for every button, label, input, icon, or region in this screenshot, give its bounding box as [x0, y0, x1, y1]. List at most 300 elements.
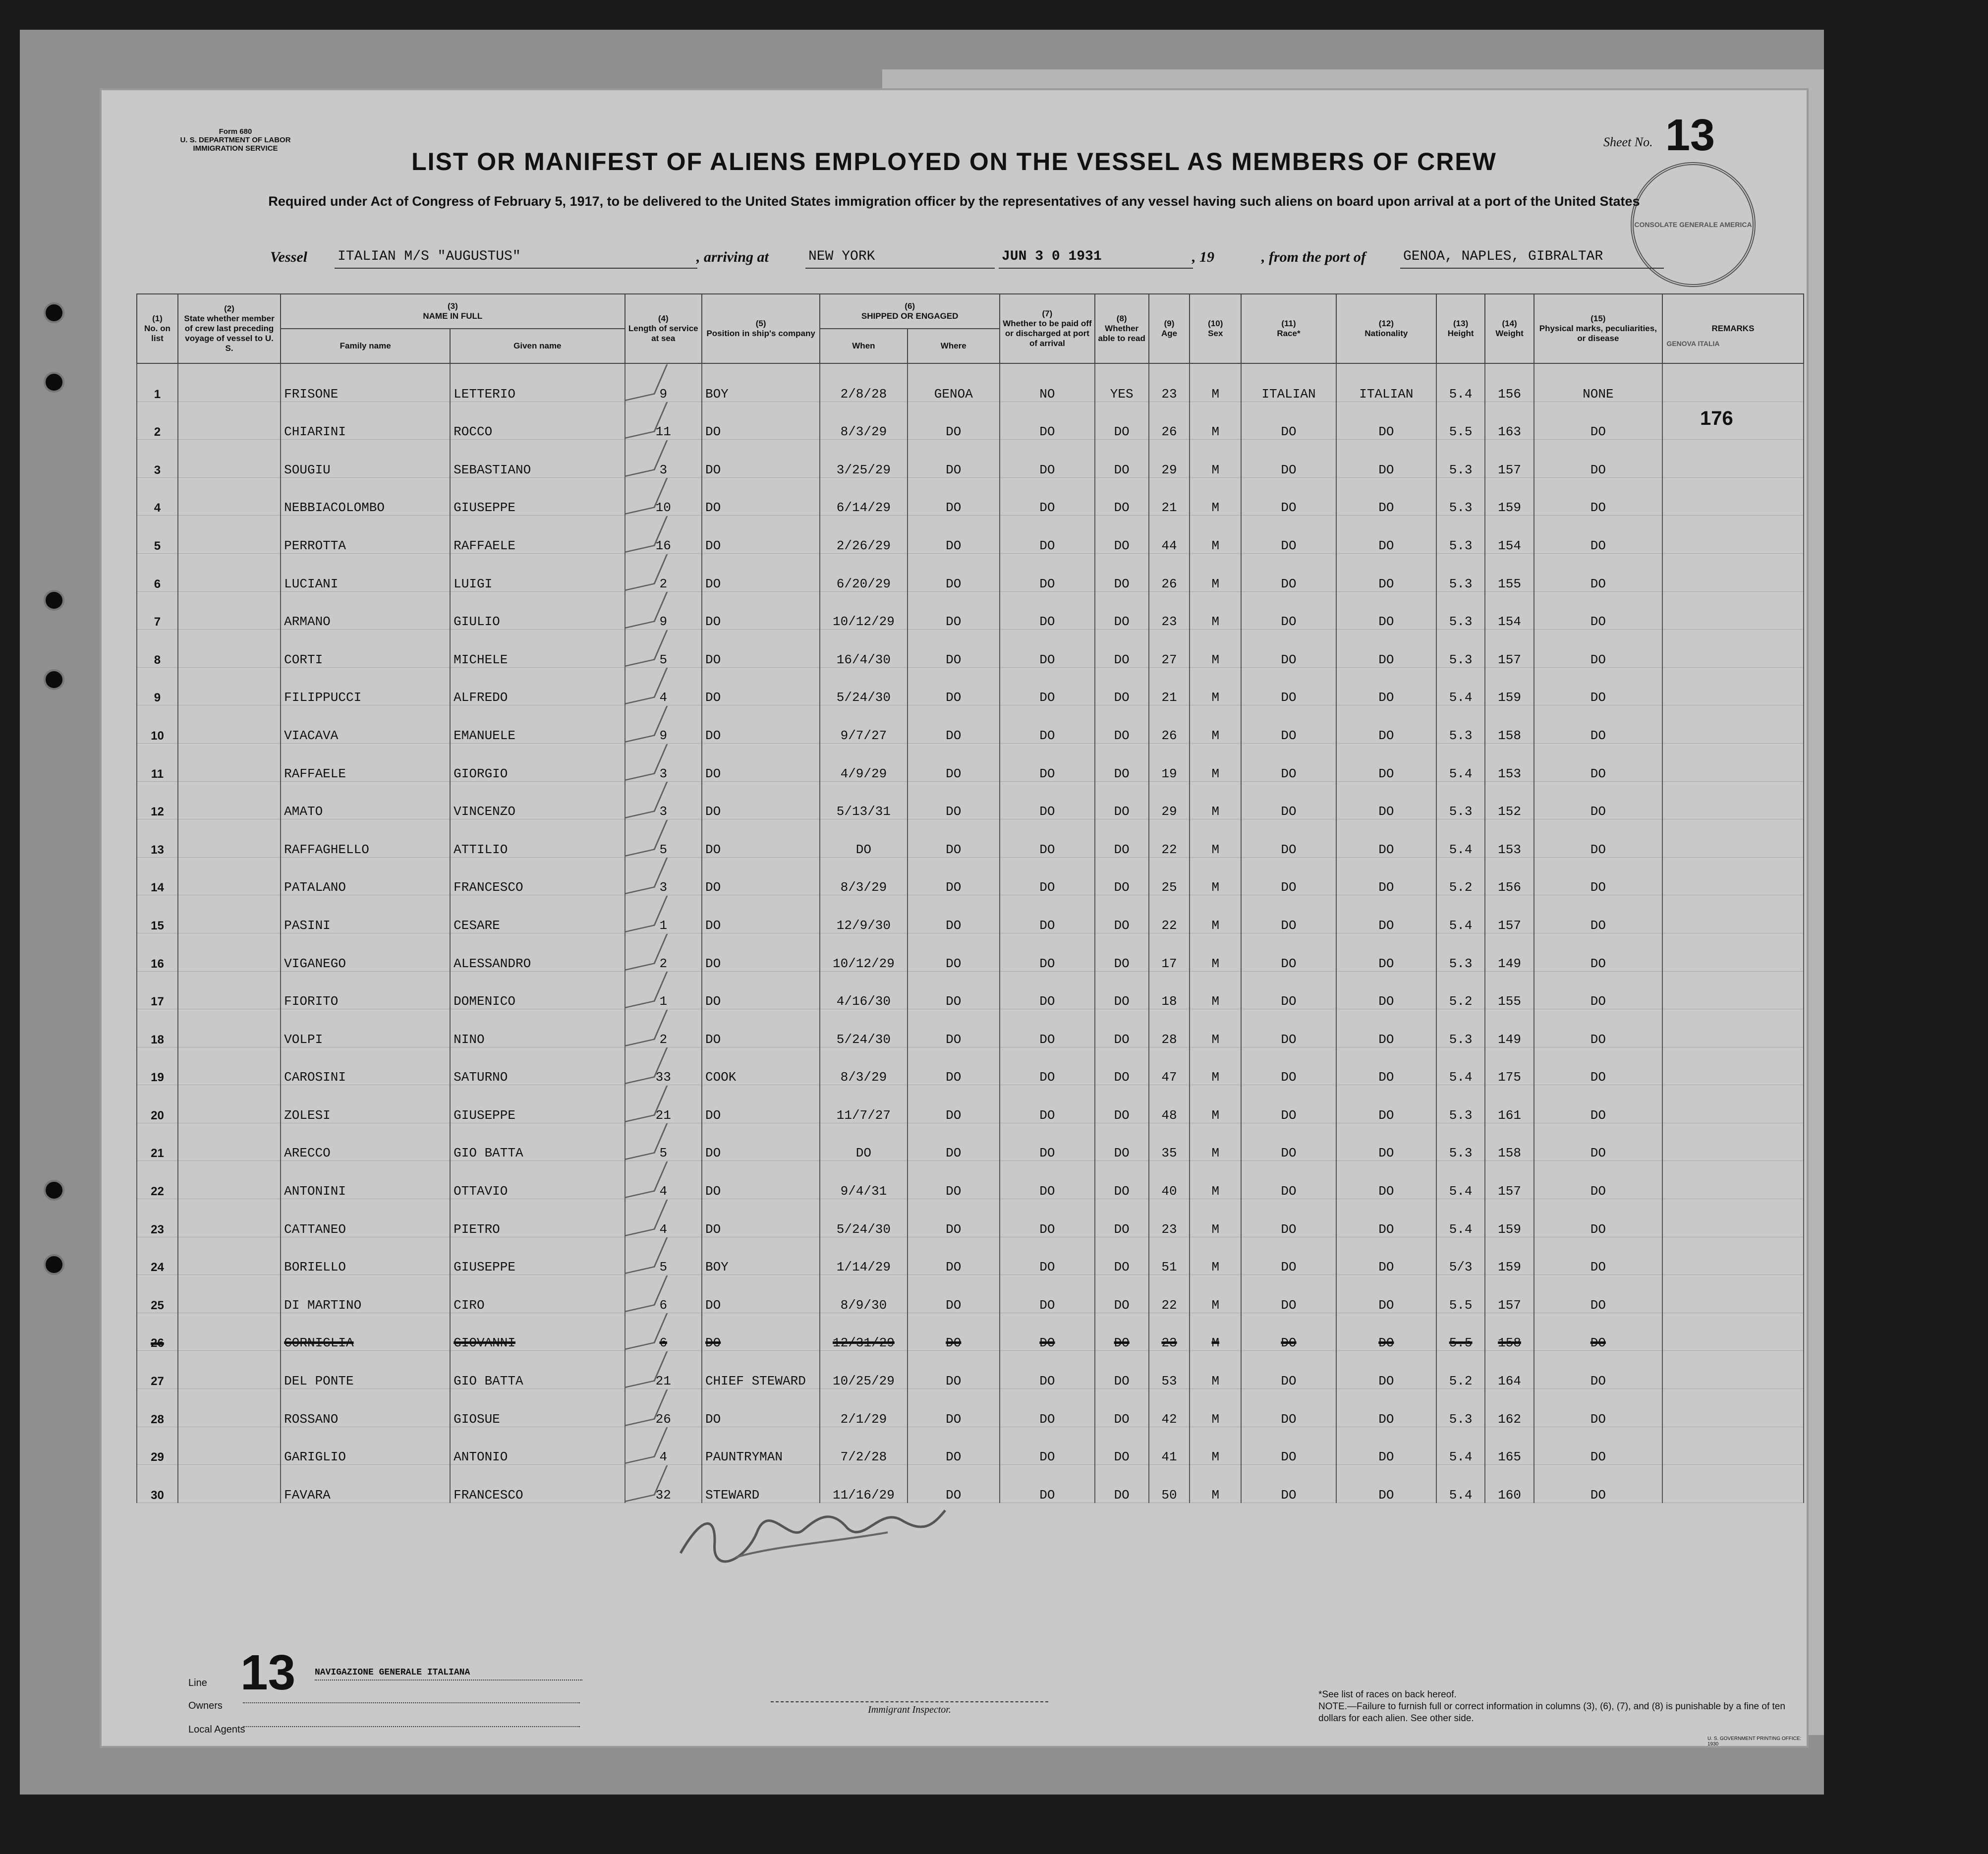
row-number: 23: [137, 1199, 178, 1237]
service-value: 3: [659, 462, 668, 477]
family-name: PATALANO: [281, 857, 450, 895]
age: 35: [1149, 1123, 1190, 1161]
remarks-cell: [1662, 1275, 1804, 1313]
table-row: [137, 933, 1804, 971]
shipped-where: DO: [908, 1047, 1000, 1085]
able-to-read: DO: [1095, 1275, 1149, 1313]
service-value: 9: [659, 614, 668, 630]
race: DO: [1241, 440, 1336, 478]
position: DO: [702, 440, 820, 478]
nationality: DO: [1336, 1047, 1436, 1085]
position: DO: [702, 1123, 820, 1161]
service-value: 1: [659, 994, 668, 1009]
age: 22: [1149, 1275, 1190, 1313]
able-to-read: DO: [1095, 591, 1149, 630]
departure-ports: GENOA, NAPLES, GIBRALTAR: [1400, 249, 1664, 269]
sex: M: [1190, 553, 1241, 591]
nationality: DO: [1336, 743, 1436, 781]
last-voyage-cell: [178, 895, 281, 933]
nationality: DO: [1336, 477, 1436, 516]
nationality: DO: [1336, 516, 1436, 554]
remarks-cell: [1662, 1123, 1804, 1161]
sex: M: [1190, 1123, 1241, 1161]
service-value: 4: [659, 690, 668, 705]
service-length: [625, 1199, 702, 1237]
last-voyage-cell: [178, 1313, 281, 1351]
row-number: 10: [137, 705, 178, 744]
paid-off: DO: [1000, 1351, 1095, 1389]
race: DO: [1241, 1465, 1336, 1503]
age: 17: [1149, 933, 1190, 971]
binder-hole: [44, 590, 64, 611]
row-number: 6: [137, 553, 178, 591]
weight: 157: [1485, 1275, 1534, 1313]
service-length: [625, 1313, 702, 1351]
last-voyage-cell: [178, 743, 281, 781]
service-length: [625, 1465, 702, 1503]
physical-marks: DO: [1534, 819, 1662, 858]
footer-sheet-number: 13: [240, 1645, 296, 1700]
sex: M: [1190, 971, 1241, 1009]
given-name: FRANCESCO: [450, 857, 625, 895]
sex: M: [1190, 1465, 1241, 1503]
shipped-where: DO: [908, 440, 1000, 478]
table-row: [137, 363, 1804, 402]
paid-off: DO: [1000, 743, 1095, 781]
able-to-read: DO: [1095, 477, 1149, 516]
able-to-read: DO: [1095, 1389, 1149, 1427]
height: 5.3: [1436, 781, 1485, 819]
service-value: 4: [659, 1449, 668, 1465]
given-name: NINO: [450, 1009, 625, 1047]
nationality: ITALIAN: [1336, 363, 1436, 402]
family-name: NEBBIACOLOMBO: [281, 477, 450, 516]
family-name: CATTANEO: [281, 1199, 450, 1237]
crew-rows: [137, 363, 1804, 1503]
row-number: 1: [137, 363, 178, 402]
able-to-read: DO: [1095, 1237, 1149, 1275]
row-number: 29: [137, 1427, 178, 1465]
service-value: 10: [655, 500, 671, 516]
race: DO: [1241, 630, 1336, 668]
sex: M: [1190, 857, 1241, 895]
family-name: FIORITO: [281, 971, 450, 1009]
sex: M: [1190, 630, 1241, 668]
weight: 155: [1485, 971, 1534, 1009]
height: 5.3: [1436, 933, 1485, 971]
nationality: DO: [1336, 1313, 1436, 1351]
last-voyage-cell: [178, 933, 281, 971]
weight: 153: [1485, 819, 1534, 858]
physical-marks: DO: [1534, 516, 1662, 554]
able-to-read: DO: [1095, 857, 1149, 895]
race: DO: [1241, 1389, 1336, 1427]
nationality: DO: [1336, 440, 1436, 478]
paid-off: DO: [1000, 477, 1095, 516]
weight: 161: [1485, 1085, 1534, 1123]
able-to-read: DO: [1095, 1351, 1149, 1389]
given-name: GIORGIO: [450, 743, 625, 781]
weight: 157: [1485, 440, 1534, 478]
family-name: AMATO: [281, 781, 450, 819]
position: DO: [702, 477, 820, 516]
row-number: 15: [137, 895, 178, 933]
col-header-remarks: REMARKS: [1662, 294, 1804, 363]
race: DO: [1241, 1313, 1336, 1351]
height: 5.4: [1436, 743, 1485, 781]
weight: 156: [1485, 363, 1534, 402]
family-name: CHIARINI: [281, 402, 450, 440]
able-to-read: DO: [1095, 1047, 1149, 1085]
col-header-nationality: (12) Nationality: [1336, 294, 1436, 363]
remarks-cell: [1662, 1351, 1804, 1389]
shipped-where: DO: [908, 781, 1000, 819]
races-note: *See list of races on back hereof.: [1318, 1689, 1457, 1700]
height: 5.3: [1436, 440, 1485, 478]
physical-marks: DO: [1534, 857, 1662, 895]
age: 22: [1149, 819, 1190, 858]
service-value: 3: [659, 766, 668, 781]
given-name: LETTERIO: [450, 363, 625, 402]
paid-off: DO: [1000, 705, 1095, 744]
binder-hole: [44, 372, 64, 393]
race: DO: [1241, 743, 1336, 781]
table-row: [137, 402, 1804, 440]
remarks-cell: [1662, 1313, 1804, 1351]
table-row: [137, 1237, 1804, 1275]
height: 5.3: [1436, 553, 1485, 591]
able-to-read: DO: [1095, 705, 1149, 744]
paid-off: DO: [1000, 553, 1095, 591]
family-name: FILIPPUCCI: [281, 667, 450, 705]
shipped-where: DO: [908, 1389, 1000, 1427]
sex: M: [1190, 743, 1241, 781]
race: DO: [1241, 933, 1336, 971]
height: 5.4: [1436, 1465, 1485, 1503]
given-name: ALFREDO: [450, 667, 625, 705]
remarks-cell: [1662, 743, 1804, 781]
physical-marks: DO: [1534, 895, 1662, 933]
height: 5.4: [1436, 1047, 1485, 1085]
position: PAUNTRYMAN: [702, 1427, 820, 1465]
physical-marks: DO: [1534, 1237, 1662, 1275]
given-name: ANTONIO: [450, 1427, 625, 1465]
table-row: [137, 553, 1804, 591]
age: 29: [1149, 440, 1190, 478]
shipped-when: DO: [820, 819, 907, 858]
physical-marks: DO: [1534, 1161, 1662, 1199]
binder-hole: [44, 302, 64, 323]
physical-marks: DO: [1534, 440, 1662, 478]
age: 47: [1149, 1047, 1190, 1085]
remarks-cell: [1662, 363, 1804, 402]
family-name: CAROSINI: [281, 1047, 450, 1085]
able-to-read: DO: [1095, 1085, 1149, 1123]
col-header-name: (3) NAME IN FULL: [281, 294, 625, 329]
nationality: DO: [1336, 895, 1436, 933]
family-name: LUCIANI: [281, 553, 450, 591]
shipped-when: 5/24/30: [820, 1199, 907, 1237]
physical-marks: DO: [1534, 743, 1662, 781]
sex: M: [1190, 477, 1241, 516]
height: 5.4: [1436, 895, 1485, 933]
physical-marks: DO: [1534, 1047, 1662, 1085]
given-name: FRANCESCO: [450, 1465, 625, 1503]
shipped-where: DO: [908, 1123, 1000, 1161]
height: 5.4: [1436, 819, 1485, 858]
race: DO: [1241, 667, 1336, 705]
remarks-cell: [1662, 705, 1804, 744]
height: 5.4: [1436, 1199, 1485, 1237]
table-row: [137, 781, 1804, 819]
able-to-read: DO: [1095, 440, 1149, 478]
shipped-where: DO: [908, 971, 1000, 1009]
table-row: [137, 1199, 1804, 1237]
col-header-sex: (10) Sex: [1190, 294, 1241, 363]
able-to-read: DO: [1095, 895, 1149, 933]
service-length: [625, 1275, 702, 1313]
shipped-when: 16/4/30: [820, 630, 907, 668]
service-value: 3: [659, 880, 668, 895]
age: 22: [1149, 895, 1190, 933]
paid-off: DO: [1000, 895, 1095, 933]
remarks-cell: [1662, 477, 1804, 516]
page-subtitle: Required under Act of Congress of February 5, 1917, to be delivered to the United States immigration officer by the representatives of any vessel having such aliens on board upon arrival at a port of the United States: [268, 194, 1640, 209]
service-length: [625, 1047, 702, 1085]
able-to-read: DO: [1095, 819, 1149, 858]
shipped-when: 10/12/29: [820, 591, 907, 630]
nationality: DO: [1336, 1237, 1436, 1275]
service-value: 26: [655, 1411, 671, 1427]
service-value: 32: [655, 1487, 671, 1503]
shipped-when: DO: [820, 1123, 907, 1161]
row-number: 2: [137, 402, 178, 440]
family-name: RAFFAGHELLO: [281, 819, 450, 858]
position: DO: [702, 933, 820, 971]
service-length: [625, 933, 702, 971]
paid-off: DO: [1000, 591, 1095, 630]
able-to-read: DO: [1095, 1313, 1149, 1351]
race: DO: [1241, 1351, 1336, 1389]
age: 44: [1149, 516, 1190, 554]
agents-line: [243, 1714, 580, 1727]
service-length: [625, 1161, 702, 1199]
last-voyage-cell: [178, 1389, 281, 1427]
last-voyage-cell: [178, 819, 281, 858]
race: DO: [1241, 516, 1336, 554]
age: 26: [1149, 553, 1190, 591]
service-value: 21: [655, 1374, 671, 1389]
service-length: [625, 895, 702, 933]
last-voyage-cell: [178, 477, 281, 516]
shipped-when: 8/3/29: [820, 857, 907, 895]
service-value: 5: [659, 842, 668, 857]
given-name: GIUSEPPE: [450, 1237, 625, 1275]
table-row: [137, 667, 1804, 705]
shipped-when: 1/14/29: [820, 1237, 907, 1275]
row-number: 11: [137, 743, 178, 781]
able-to-read: DO: [1095, 667, 1149, 705]
weight: 160: [1485, 1465, 1534, 1503]
family-name: ANTONINI: [281, 1161, 450, 1199]
paid-off: DO: [1000, 440, 1095, 478]
age: 26: [1149, 705, 1190, 744]
weight: 158: [1485, 705, 1534, 744]
paid-off: NO: [1000, 363, 1095, 402]
able-to-read: DO: [1095, 1465, 1149, 1503]
able-to-read: DO: [1095, 1123, 1149, 1161]
row-number: 26: [137, 1313, 178, 1351]
physical-marks: DO: [1534, 971, 1662, 1009]
given-name: GIOVANNI: [450, 1313, 625, 1351]
service-value: 6: [659, 1335, 668, 1351]
age: 26: [1149, 402, 1190, 440]
paid-off: DO: [1000, 1047, 1095, 1085]
shipped-when: 8/9/30: [820, 1275, 907, 1313]
shipped-where: DO: [908, 933, 1000, 971]
height: 5.4: [1436, 1161, 1485, 1199]
service-value: 9: [659, 386, 668, 402]
remarks-cell: [1662, 1237, 1804, 1275]
weight: 164: [1485, 1351, 1534, 1389]
row-number: 14: [137, 857, 178, 895]
service-length: [625, 743, 702, 781]
service-value: 21: [655, 1107, 671, 1123]
race: DO: [1241, 781, 1336, 819]
table-row: [137, 895, 1804, 933]
row-number: 17: [137, 971, 178, 1009]
height: 5.3: [1436, 1389, 1485, 1427]
age: 21: [1149, 477, 1190, 516]
position: DO: [702, 591, 820, 630]
position: DO: [702, 857, 820, 895]
nationality: DO: [1336, 1351, 1436, 1389]
from-port-label: , from the port of: [1261, 249, 1366, 265]
race: DO: [1241, 1237, 1336, 1275]
family-name: DI MARTINO: [281, 1275, 450, 1313]
given-name: OTTAVIO: [450, 1161, 625, 1199]
nationality: DO: [1336, 1465, 1436, 1503]
paid-off: DO: [1000, 667, 1095, 705]
given-name: GIO BATTA: [450, 1351, 625, 1389]
shipped-where: DO: [908, 630, 1000, 668]
table-row: [137, 1009, 1804, 1047]
service-length: [625, 402, 702, 440]
given-name: EMANUELE: [450, 705, 625, 744]
family-name: ARMANO: [281, 591, 450, 630]
shipped-where: DO: [908, 667, 1000, 705]
family-name: CORTI: [281, 630, 450, 668]
shipped-where: DO: [908, 553, 1000, 591]
weight: 156: [1485, 857, 1534, 895]
given-name: CESARE: [450, 895, 625, 933]
physical-marks: DO: [1534, 1123, 1662, 1161]
sex: M: [1190, 363, 1241, 402]
weight: 162: [1485, 1389, 1534, 1427]
last-voyage-cell: [178, 667, 281, 705]
shipped-when: 4/9/29: [820, 743, 907, 781]
fine-note: NOTE.—Failure to furnish full or correct information in columns (3), (6), (7), and (8) is punishable by a fine of ten dollars for each alien. See other side.: [1318, 1701, 1785, 1724]
department-name: U. S. DEPARTMENT OF LABOR: [180, 136, 291, 144]
table-row: [137, 1275, 1804, 1313]
col-header-paid-off: (7) Whether to be paid off or discharged at port of arrival: [1000, 294, 1095, 363]
shipped-where: DO: [908, 1275, 1000, 1313]
race: ITALIAN: [1241, 363, 1336, 402]
shipped-when: 3/25/29: [820, 440, 907, 478]
row-number: 28: [137, 1389, 178, 1427]
sex: M: [1190, 1351, 1241, 1389]
line-value: NAVIGAZIONE GENERALE ITALIANA: [315, 1668, 582, 1680]
remarks-cell: [1662, 933, 1804, 971]
form-number: Form 680: [219, 127, 252, 136]
service-length: [625, 857, 702, 895]
remarks-cell: [1662, 819, 1804, 858]
height: 5.2: [1436, 857, 1485, 895]
remarks-cell: [1662, 857, 1804, 895]
remarks-cell: [1662, 553, 1804, 591]
nationality: DO: [1336, 553, 1436, 591]
sheet-number: 13: [1665, 111, 1715, 160]
remarks-cell: [1662, 971, 1804, 1009]
shipped-when: 5/13/31: [820, 781, 907, 819]
paid-off: DO: [1000, 1313, 1095, 1351]
given-name: GIUSEPPE: [450, 477, 625, 516]
race: DO: [1241, 1009, 1336, 1047]
table-row: [137, 630, 1804, 668]
table-row: [137, 857, 1804, 895]
paid-off: DO: [1000, 1275, 1095, 1313]
col-header-given-name: Given name: [450, 329, 625, 363]
service-length: [625, 363, 702, 402]
race: DO: [1241, 553, 1336, 591]
nationality: DO: [1336, 591, 1436, 630]
family-name: SOUGIU: [281, 440, 450, 478]
service-value: 5: [659, 1260, 668, 1275]
able-to-read: DO: [1095, 743, 1149, 781]
shipped-when: 2/8/28: [820, 363, 907, 402]
age: 25: [1149, 857, 1190, 895]
family-name: PERROTTA: [281, 516, 450, 554]
paid-off: DO: [1000, 933, 1095, 971]
shipped-when: 9/4/31: [820, 1161, 907, 1199]
height: 5.3: [1436, 516, 1485, 554]
able-to-read: DO: [1095, 630, 1149, 668]
row-number: 24: [137, 1237, 178, 1275]
remarks-cell: [1662, 1389, 1804, 1427]
nationality: DO: [1336, 630, 1436, 668]
nationality: DO: [1336, 1161, 1436, 1199]
physical-marks: DO: [1534, 933, 1662, 971]
height: 5.4: [1436, 1427, 1485, 1465]
last-voyage-cell: [178, 553, 281, 591]
weight: 154: [1485, 516, 1534, 554]
age: 50: [1149, 1465, 1190, 1503]
col-header-weight: (14) Weight: [1485, 294, 1534, 363]
shipped-where: DO: [908, 857, 1000, 895]
weight: 157: [1485, 895, 1534, 933]
nationality: DO: [1336, 1389, 1436, 1427]
last-voyage-cell: [178, 1351, 281, 1389]
position: DO: [702, 1313, 820, 1351]
given-name: SEBASTIANO: [450, 440, 625, 478]
last-voyage-cell: [178, 630, 281, 668]
position: COOK: [702, 1047, 820, 1085]
sex: M: [1190, 1313, 1241, 1351]
table-row: [137, 819, 1804, 858]
family-name: VIACAVA: [281, 705, 450, 744]
position: DO: [702, 1009, 820, 1047]
last-voyage-cell: [178, 1009, 281, 1047]
